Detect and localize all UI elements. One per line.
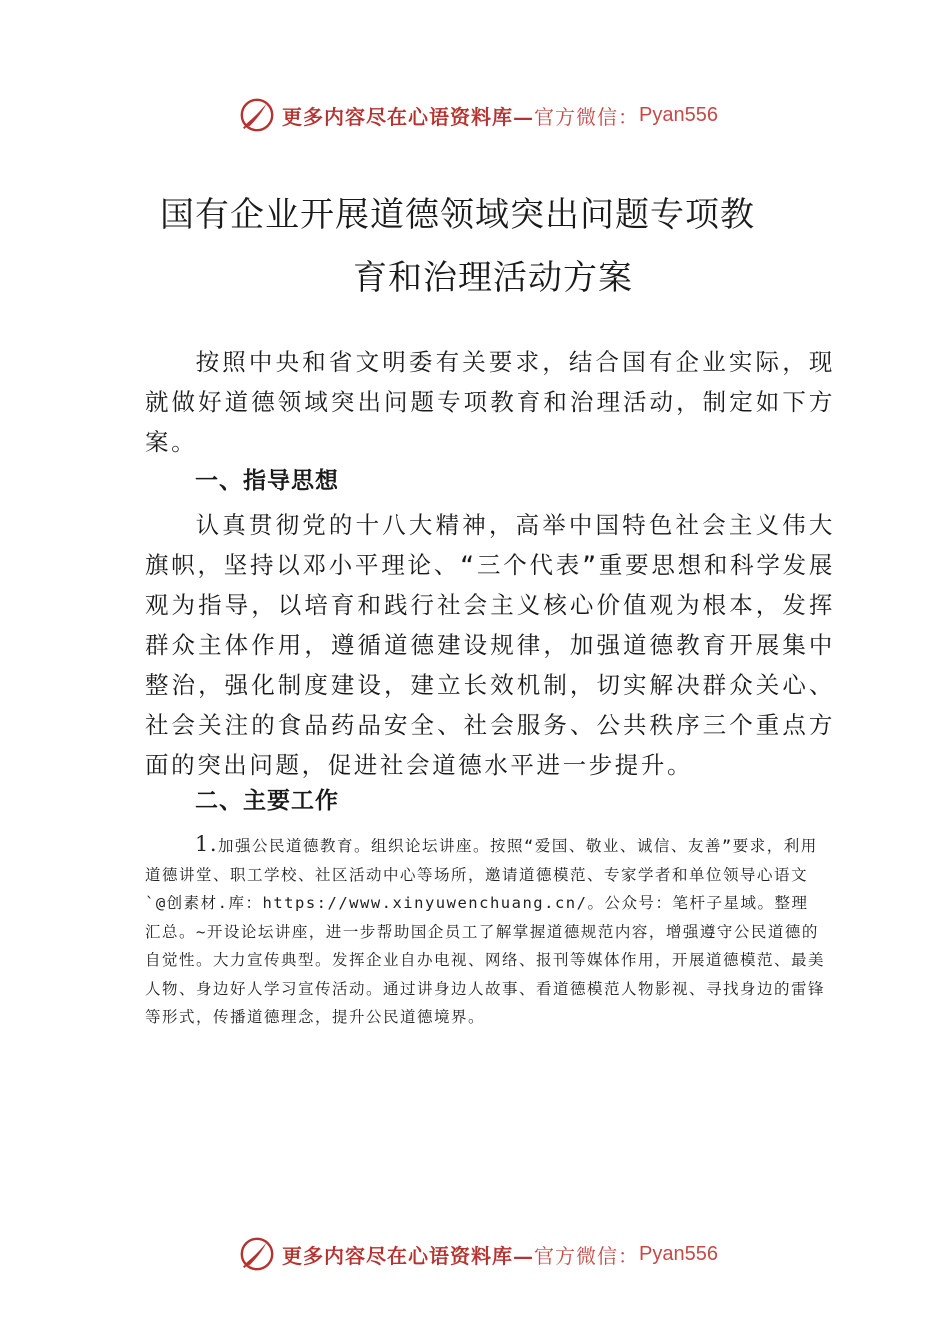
section-2-heading: 二、主要工作 (195, 788, 339, 814)
intro-paragraph (145, 342, 835, 462)
watermark-bottom (238, 1234, 718, 1274)
quill-logo-icon (238, 96, 276, 134)
watermark-wechat-id: Pyan556 (639, 103, 718, 126)
section-2-heading-block (145, 782, 835, 820)
section-2-item-text: 加强公民道德教育。组织论坛讲座。按照“爱国、敬业、诚信、友善”要求，利用道德讲堂、职工学校、社区活动中心等场所，邀请道德模范、专家学者和单位领导心语文`@创素材.库：https://www.xinyuwenchuang.cn/。公众号：笔杆子星域。整理汇总。~开设论坛讲座，进一步帮助国企员工了解掌握道德规范内容，增强遵守公民道德的自觉性。大力宣传典型。发挥企业自办电视、网络、报刊等媒体作用，开展道德模范、最美人物、身边好人学习宣传活动。通过讲身边人故事、看道德模范人物影视、寻找身边的雷锋等形式，传播道德理念，提升公民道德境界。 (145, 837, 826, 1026)
section-1-text: 认真贯彻党的十八大精神，高举中国特色社会主义伟大旗帜，坚持以邓小平理论、“三个代表”重要思想和科学发展观为指导，以培育和践行社会主义核心价值观为根本，发挥群众主体作用，遵循道德建设规律，加强道德教育开展集中整治，强化制度建设，建立长效机制，切实解决群众关心、 社会关注的食品药品安全、社会服务、公共秩序三个重点方面的突出问题，促进社会道德水平进一步提升。 (145, 511, 835, 779)
section-1-heading: 一、指导思想 (195, 468, 339, 494)
watermark-text: 更多内容尽在心语资料库— (282, 104, 534, 129)
watermark-wechat-label: 官方微信： (534, 104, 639, 129)
intro-text: 按照中央和省文明委有关要求，结合国有企业实际，现就做好道德领域突出问题专项教育和治理活动，制定如下方案。 (145, 348, 835, 456)
quill-logo-icon (238, 1235, 276, 1273)
item-number: 1. (195, 832, 219, 856)
watermark-wechat-id: Pyan556 (639, 1242, 718, 1265)
section-2-paragraph (145, 830, 825, 1032)
watermark-wechat-label: 官方微信： (534, 1243, 639, 1268)
section-1-paragraph (145, 505, 835, 785)
watermark-top (238, 95, 718, 135)
watermark-text: 更多内容尽在心语资料库— (282, 1243, 534, 1268)
section-1-heading-block (145, 462, 835, 500)
document-title-line-1: 国有企业开展道德领域突出问题专项教 (160, 195, 755, 235)
document-title-line-2: 育和治理活动方案 (353, 258, 633, 298)
